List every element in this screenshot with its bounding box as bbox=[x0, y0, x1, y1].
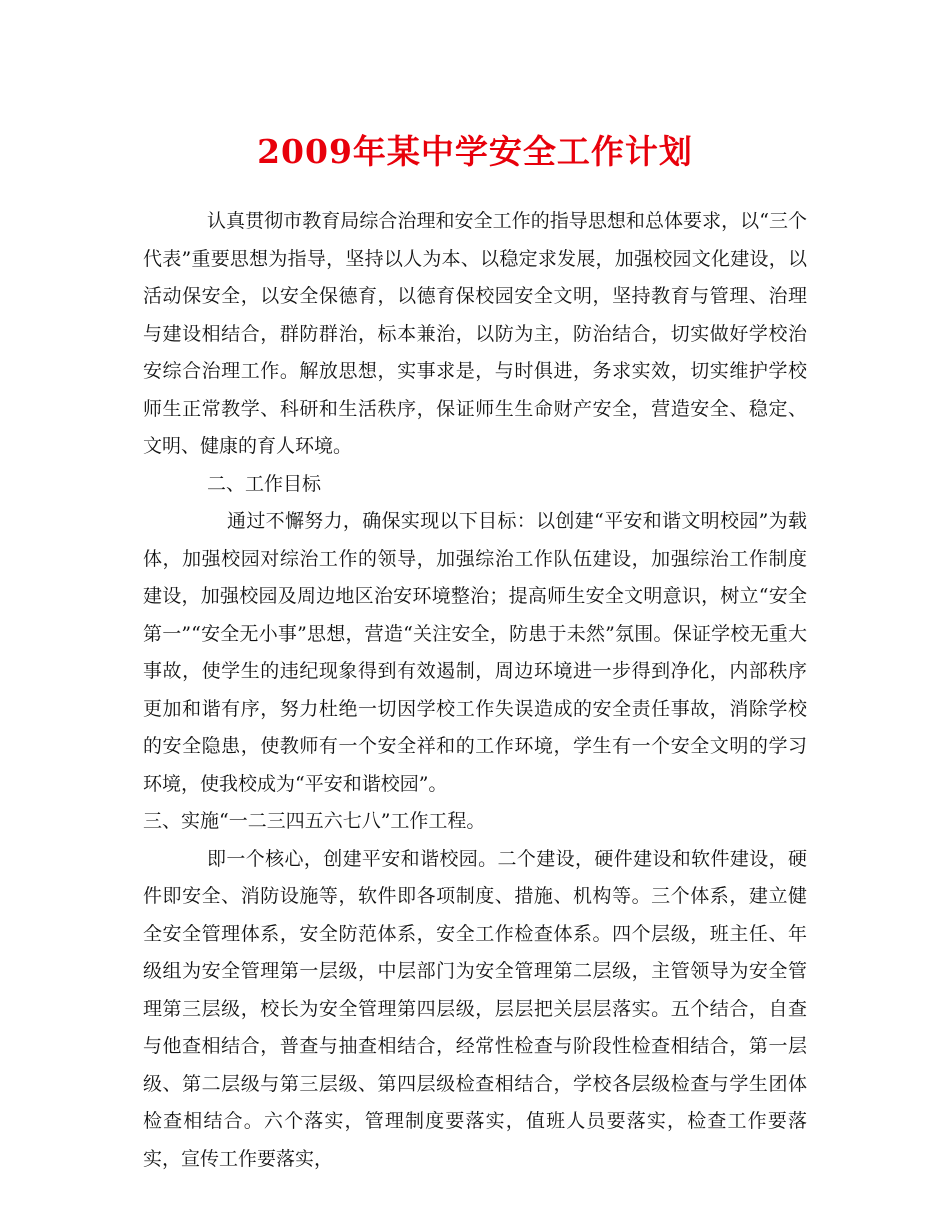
paragraph-guiding-principles: 认真贯彻市教育局综合治理和安全工作的指导思想和总体要求，以“三个代表”重要思想为指导，坚持以人为本、以稳定求发展，加强校园文化建设，以活动保安全，以安全保德育，以德育保校园安全文明，坚持教育与管理、治理与建设相结合，群防群治，标本兼治，以防为主，防治结合，切实做好学校治安综合治理工作。解放思想，实事求是，与时俱进，务求实效，切实维护学校师生正常教学、科研和生活秩序，保证师生生命财产安全，营造安全、稳定、文明、健康的育人环境。 bbox=[143, 210, 807, 457]
paragraph-goals: 通过不懈努力，确保实现以下目标：以创建“平安和谐文明校园”为载体，加强校园对综治工作的领导，加强综治工作队伍建设，加强综治工作制度建设，加强校园及周边地区治安环境整治；提高师生安全文明意识，树立“安全第一”“安全无小事”思想，营造“关注安全，防患于未然”氛围。保证学校无重大事故，使学生的违纪现象得到有效遏制，周边环境进一步得到净化，内部秩序更加和谐有序，努力杜绝一切因学校工作失误造成的安全责任事故，消除学校的安全隐患，使教师有一个安全祥和的工作环境，学生有一个安全文明的学习环境，使我校成为“平安和谐校园”。 bbox=[143, 510, 807, 795]
section-heading-implementation: 三、实施“一二三四五六七八”工作工程。 bbox=[143, 810, 486, 832]
paragraph-implementation: 即一个核心，创建平安和谐校园。二个建设，硬件建设和软件建设，硬件即安全、消防设施等，软件即各项制度、措施、机构等。三个体系，建立健全安全管理体系，安全防范体系，安全工作检查体系。四个层级，班主任、年级组为安全管理第一层级，中层部门为安全管理第二层级，主管领导为安全管理第三层级，校长为安全管理第四层级，层层把关层层落实。五个结合，自查与他查相结合，普查与抽查相结合，经常性检查与阶段性检查相结合，第一层级、第二层级与第三层级、第四层级检查相结合，学校各层级检查与学生团体检查相结合。六个落实，管理制度要落实，值班人员要落实，检查工作要落实，宣传工作要落实， bbox=[143, 847, 807, 1170]
section-heading-goals: 二、工作目标 bbox=[207, 472, 322, 495]
document-title: 2009年某中学安全工作计划 bbox=[257, 132, 693, 171]
document-body bbox=[143, 203, 807, 1178]
